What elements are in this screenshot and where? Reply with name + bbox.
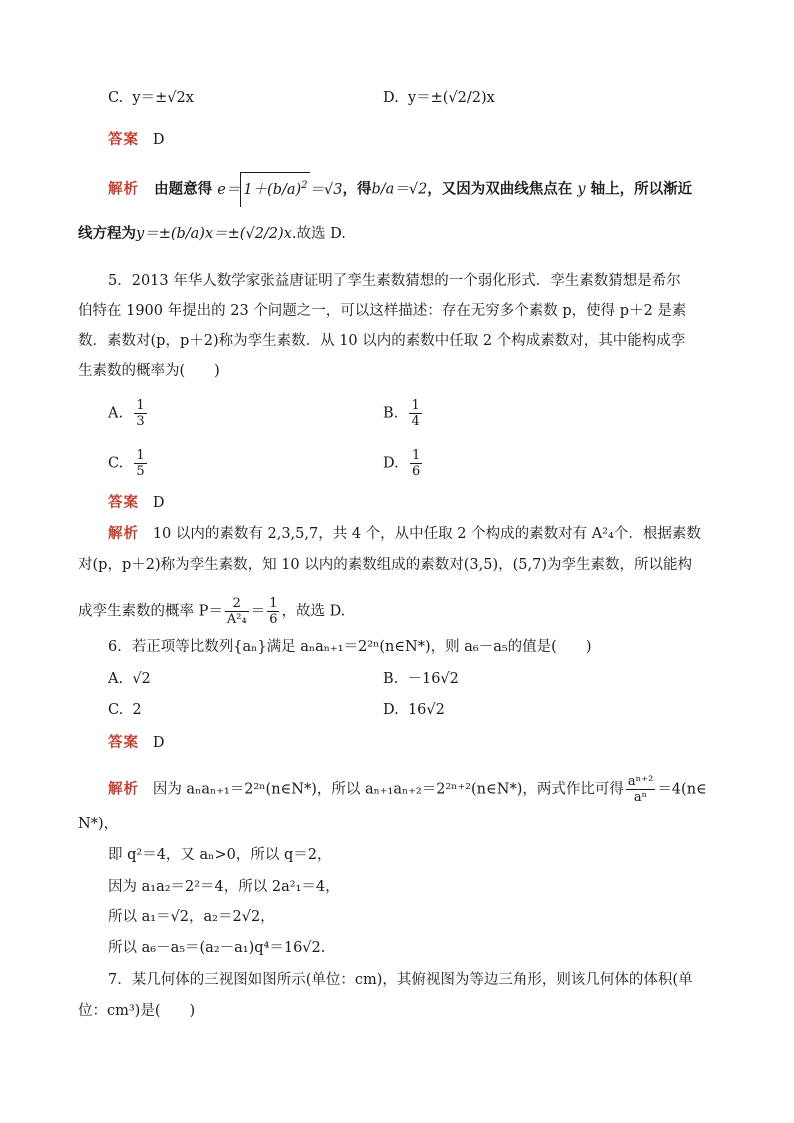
answer-value: D — [152, 132, 165, 148]
q6-analysis-line4: 因为 a₁a₂＝2²＝4，所以 2a²₁＝4， — [108, 879, 340, 895]
option-label: D. — [383, 455, 399, 472]
prob-fraction-1: $\frac{2}{\text{A²₄}}$ — [226, 596, 247, 627]
answer-value: D — [152, 735, 165, 751]
q6-option-c — [108, 700, 142, 720]
analysis-label: 解析 — [108, 525, 139, 542]
q6-analysis-line2: N*)， — [78, 816, 119, 832]
formula-e: $e= 1+(b/a)^2 =√3$ — [217, 182, 342, 198]
option-fraction: $\frac{1}{5}$ — [136, 448, 145, 479]
option-label: A. — [108, 405, 124, 422]
answer-label: 答案 — [108, 131, 139, 148]
option-expr: √2 — [132, 671, 151, 687]
analysis-text: 轴上，所以渐近 — [590, 180, 693, 198]
q5-line1: 5．2013 年华人数学家张益唐证明了孪生素数猜想的一个弱化形式．孪生素数猜想是希尔 — [108, 273, 681, 289]
analysis-text: ，故选 D. — [281, 603, 346, 620]
q6-option-d — [383, 700, 445, 720]
y-axis-var: y — [577, 181, 586, 198]
formula-ba: b/a＝√2 — [371, 181, 428, 198]
q5-analysis-line1 — [108, 524, 701, 544]
q4-option-d — [383, 88, 495, 108]
analysis-label: 解析 — [108, 780, 139, 798]
q7-line2: 位：cm³)是( ) — [78, 1003, 196, 1019]
answer-label: 答案 — [108, 494, 139, 511]
option-label: C. — [108, 455, 124, 472]
analysis-text: ，得 — [342, 180, 372, 198]
q6-answer — [108, 733, 164, 753]
option-expr: y＝±√2x — [132, 90, 194, 106]
q5-line2: 伯特在 1900 年提出的 23 个问题之一，可以这样描述：存在无穷多个素数 p，使得 p＋2 是素 — [78, 303, 687, 319]
q5-option-b — [383, 398, 424, 429]
analysis-label: 解析 — [108, 180, 139, 198]
q6-analysis-line3: 即 q²＝4，又 aₙ>0，所以 q＝2， — [108, 847, 332, 863]
option-expr: 2 — [132, 702, 142, 718]
option-expr: y＝±(√2/2)x — [407, 90, 495, 106]
option-label: C. — [108, 702, 124, 718]
q6-option-a — [108, 669, 151, 689]
option-label: B. — [383, 405, 399, 422]
prob-fraction-2: $\frac{1}{6}$ — [269, 596, 278, 627]
analysis-text: 因为 aₙaₙ₊₁＝2²ⁿ(n∈N*)，所以 aₙ₊₁aₙ₊₂＝2²ⁿ⁺²(n∈N*)，两式作比可得 — [152, 781, 624, 798]
q6-analysis-line5: 所以 a₁＝√2，a₂＝2√2， — [108, 909, 275, 925]
q5-option-c — [108, 448, 149, 479]
option-fraction: $\frac{1}{4}$ — [411, 398, 420, 429]
analysis-text: ，又因为双曲线焦点在 — [427, 180, 573, 198]
q5-line4: 生素数的概率为( ) — [78, 363, 220, 379]
q5-line3: 数．素数对(p，p＋2)称为孪生素数．从 10 以内的素数中任取 2 个构成素数对，其中能构成孪 — [78, 333, 686, 349]
q5-answer — [108, 493, 164, 513]
option-label: D. — [383, 702, 399, 718]
analysis-text: 成孪生素数的概率 P＝ — [78, 603, 223, 620]
answer-label: 答案 — [108, 734, 139, 751]
analysis-text: 10 以内的素数有 2,3,5,7，共 4 个，从中任取 2 个构成的素数对有 A²₄个．根据素数 — [152, 526, 701, 542]
analysis-text: .故选 D. — [291, 226, 346, 242]
q4-option-c — [108, 88, 194, 108]
option-label: B. — [383, 671, 399, 687]
q7-line1: 7．某几何体的三视图如图所示(单位：cm)，其俯视图为等边三角形，则该几何体的体积(单 — [108, 972, 693, 988]
q5-option-d — [383, 448, 424, 479]
option-label: D. — [383, 90, 399, 106]
answer-value: D — [152, 495, 165, 511]
analysis-text: 线方程为 — [78, 225, 136, 242]
q5-analysis-line3: 成孪生素数的概率 P＝ $\frac{2}{\text{A²₄}}$ ＝ $\frac{1}{6}$ ，故选 D. — [78, 596, 346, 627]
q6-analysis-line1 — [108, 774, 707, 805]
q6-option-b — [383, 669, 459, 689]
option-label: A. — [108, 671, 124, 687]
q5-option-a — [108, 398, 149, 429]
option-expr: －16√2 — [407, 671, 459, 687]
asymptote-formula: y＝±(b/a)x＝±(√2/2)x — [136, 226, 292, 242]
q4-analysis-line1 — [108, 172, 692, 207]
q5-analysis-line2: 对(p，p＋2)称为孪生素数，知 10 以内的素数组成的素数对(3,5)，(5,7)为孪生素数，所以能构 — [78, 557, 693, 573]
analysis-text: 由题意得 — [154, 180, 213, 198]
ratio-fraction: $\frac{\text{aⁿ⁺²}}{\text{aⁿ}}$ — [627, 774, 654, 805]
option-label: C. — [108, 90, 124, 106]
option-fraction: $\frac{1}{6}$ — [411, 448, 421, 479]
analysis-text: ＝4(n∈ — [657, 781, 707, 798]
q6-analysis-line6: 所以 a₆－a₅＝(a₂－a₁)q⁴＝16√2. — [108, 940, 326, 956]
option-fraction: $\frac{1}{3}$ — [136, 398, 145, 429]
option-expr: 16√2 — [407, 702, 445, 718]
q6-line1: 6．若正项等比数列{aₙ}满足 aₙaₙ₊₁＝2²ⁿ(n∈N*)，则 a₆－a₅的值是( ) — [108, 639, 592, 655]
q4-analysis-line2 — [78, 224, 346, 244]
q4-answer — [108, 130, 164, 150]
